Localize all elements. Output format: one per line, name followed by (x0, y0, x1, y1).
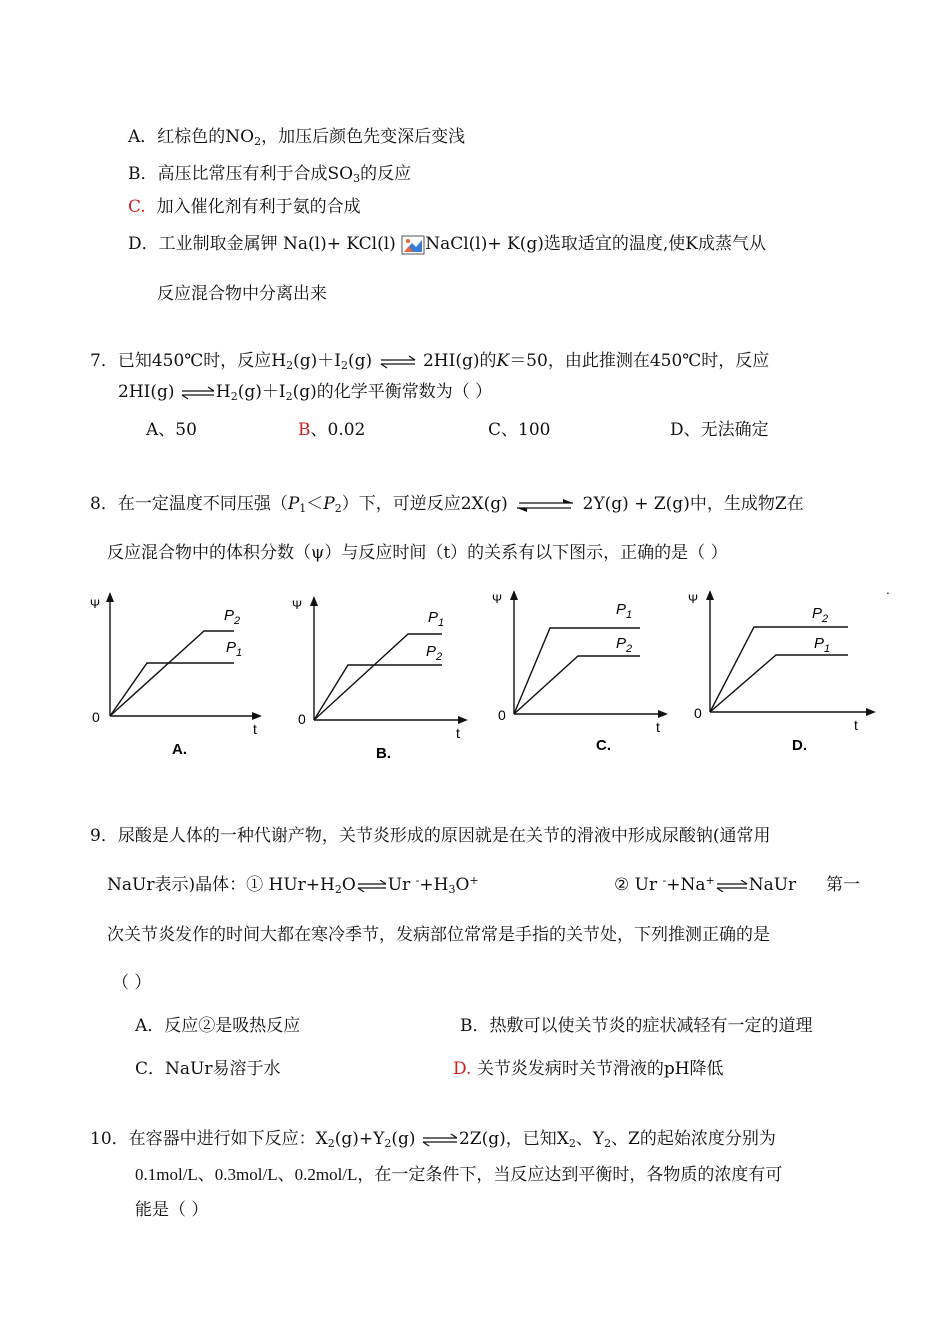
q9-stem-line2: NaUr表示)晶体：① $HUr+H_2O$ Ur $^-+H_3O^+$ ② Ur -+Na+ NaUr 第一 (107, 874, 860, 896)
q7-option-a: A、50 (146, 420, 197, 440)
x-axis-label: t (253, 721, 257, 737)
curve-lower (514, 656, 640, 714)
q6-option-d: D．工业制取金属钾 Na(l)+ KCl(l) NaCl(l)+ K(g)选取适宜的温度,使K成蒸气从 (128, 234, 766, 254)
q9-stem-line3: 次关节炎发作的时间大都在寒冷季节，发病部位常常是手指的关节处，下列推测正确的是 (107, 925, 770, 945)
q7-stem: 7．已知450℃时，反应$H_2(g)+I_2(g)$ 2HI(g)的K＝50，由此推测在450℃时，反应 (90, 351, 770, 372)
upper-series-label: $P_1$ (616, 601, 633, 621)
equilibrium-arrow-icon (356, 880, 388, 892)
x-axis-label: t (854, 717, 858, 733)
q7-option-b: B、0.02 (298, 420, 366, 440)
curve-upper (710, 627, 848, 712)
q7-stem-line2: 2HI(g) $H_2(g)+I_2(g)$的化学平衡常数为（ ） (118, 382, 493, 403)
answer-mark-c: C. (128, 197, 146, 217)
curve-upper (314, 634, 442, 720)
curve-lower (110, 663, 234, 716)
q6-option-b: B．高压比常压有利于合成$SO_3$的反应 (128, 164, 412, 185)
graph-label: D. (792, 737, 807, 754)
q7-option-c: C、100 (488, 420, 551, 440)
y-axis-label: Ψ (292, 598, 303, 612)
lower-series-label: $P_1$ (814, 635, 831, 655)
graph-a (84, 588, 274, 764)
q8-stem-line2: 反应混合物中的体积分数（ψ）与反应时间（t）的关系有以下图示，正确的是（ ） (107, 543, 728, 563)
x-axis-label: t (456, 725, 460, 741)
answer-mark-b: B (298, 420, 311, 440)
upper-series-label: $P_2$ (224, 607, 241, 627)
q9-answer-blank: （ ） (112, 973, 152, 993)
upper-series-label: $P_1$ (428, 609, 445, 629)
q9-reaction-2: ② Ur -+Na+ NaUr (614, 874, 797, 895)
y-axis-label: Ψ (492, 592, 503, 606)
origin-label: 0 (694, 705, 702, 721)
q9-stem: 9．尿酸是人体的一种代谢产物，关节炎形成的原因就是在关节的滑液中形成尿酸钠(通常用 (90, 826, 771, 846)
equilibrium-arrow-icon (180, 386, 216, 400)
graph-d (684, 586, 884, 762)
origin-label: 0 (92, 709, 100, 725)
graph-label: C. (596, 737, 611, 754)
x-axis-label: t (656, 719, 660, 735)
graph-c (488, 586, 678, 762)
stray-dot: . (886, 583, 890, 597)
reversible-arrow-icon (513, 496, 577, 514)
answer-mark-d: D. (453, 1059, 472, 1079)
upper-series-label: $P_2$ (812, 605, 829, 625)
q10-stem-line3: 能是（ ） (135, 1200, 209, 1220)
q8-stem: 8．在一定温度不同压强$(P_1<P_2)$下，可逆反应2X(g) 2Y(g) + Z(g)中，生成物Z在 (90, 494, 804, 515)
lower-series-label: $P_2$ (616, 635, 633, 655)
graph-b (288, 592, 478, 768)
equilibrium-arrow-icon (378, 355, 418, 369)
equilibrium-arrow-icon (421, 1133, 459, 1147)
equilibrium-arrow-icon (715, 880, 749, 892)
q6-option-d-cont: 反应混合物中分离出来 (157, 284, 327, 304)
q10-stem: 10．在容器中进行如下反应：$X_2(g)+Y_2(g)$ 2Z(g)，已知$X_2$、$Y_2$、Z的起始浓度分别为 (90, 1129, 776, 1150)
q6-option-c: C. 加入催化剂有利于氨的合成 (128, 197, 361, 217)
q6-option-a: A．红棕色的$NO_2$，加压后颜色先变深后变浅 (128, 127, 466, 148)
y-axis-label: Ψ (688, 592, 699, 606)
q9-option-a: A．反应②是吸热反应 (135, 1016, 301, 1036)
lower-series-label: $P_1$ (226, 639, 243, 659)
q10-stem-line2: 0.1mol/L、0.3mol/L、0.2mol/L，在一定条件下，当反应达到平衡时，各物质的浓度有可 (135, 1165, 783, 1184)
q9-option-b: B．热敷可以使关节炎的症状减轻有一定的道理 (460, 1016, 813, 1036)
q9-option-c: C．NaUr易溶于水 (135, 1059, 281, 1079)
curve-upper (110, 631, 234, 716)
broken-image-icon (401, 235, 425, 255)
y-axis-label: Ψ (90, 597, 101, 611)
curve-lower (710, 655, 848, 712)
origin-label: 0 (298, 711, 306, 727)
lower-series-label: $P_2$ (426, 643, 443, 663)
q9-option-d: D. 关节炎发病时关节滑液的pH降低 (453, 1059, 724, 1079)
curve-lower (314, 665, 442, 720)
origin-label: 0 (498, 707, 506, 723)
q7-option-d: D、无法确定 (670, 420, 769, 440)
graph-label: A. (172, 741, 187, 758)
graph-label: B. (376, 745, 391, 762)
